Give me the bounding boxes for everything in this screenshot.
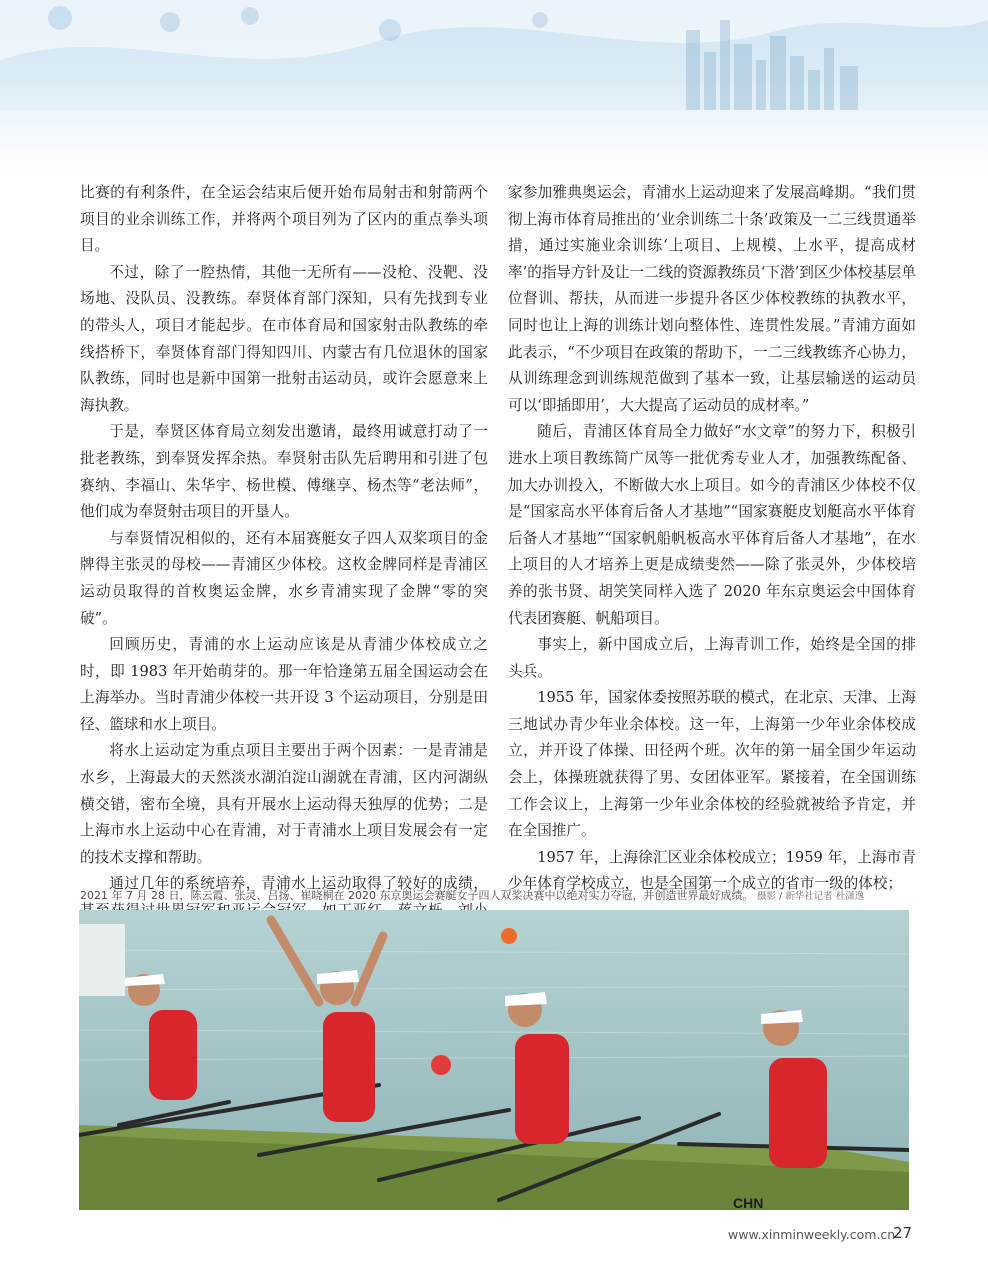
paragraph: 随后，青浦区体育局全力做好“水文章”的努力下，积极引进水上项目教练简广凤等一批优秀专业人才，加强教练配备、加大办训投入，不断做大水上项目。如今的青浦区少体校不仅是“国家高水平体育后备人才基地”“国家赛艇皮划艇高水平体育后备人才基地”“国家帆船帆板高水平体育后备人才基地”，在水上项目的人才培养上更是成绩斐然——除了张灵外，少体校培养的张书贤、胡笑笑同样入选了 2020 年东京奥运会中国体育代表团赛艇、帆船项目。 — [508, 423, 916, 627]
header-banner-art — [0, 0, 988, 180]
paragraph: 回顾历史，青浦的水上运动应该是从青浦少体校成立之时，即 1983 年开始萌芽的。那一年恰逢第五届全国运动会在上海举办。当时青浦少体校一共开设 3 个运动项目，分别是田径、篮球和水上项目。 — [80, 636, 488, 733]
paragraph: 1955 年，国家体委按照苏联的模式，在北京、天津、上海三地试办青少年业余体校。这一年，上海第一少年业余体校成立，并开设了体操、田径两个班。次年的第一届全国少年运动会上，体操班就获得了男、女团体亚军。紧接着，在全国训练工作会议上，上海第一少年业余体校的经验就被给予肯定，并在全国推广。 — [508, 689, 916, 840]
right-column — [508, 180, 916, 898]
paragraph: 与奉贤情况相似的，还有本届赛艇女子四人双桨项目的金牌得主张灵的母校——青浦区少体校。这枚金牌同样是青浦区运动员取得的首枚奥运金牌，水乡青浦实现了金牌“零的突破”。 — [80, 529, 488, 627]
photo-caption — [80, 887, 910, 903]
paragraph: 通过几年的系统培养，青浦水上运动取得了较好的成绩， — [109, 875, 488, 893]
caption-text: 2021 年 7 月 28 日，陈云霞、张灵、吕扬、崔晓桐在 2020 东京奥运会赛艇女子四人双桨决赛中以绝对实力夺冠，并创造世界最好成绩。 — [80, 889, 754, 902]
paragraph: 家参加雅典奥运会，青浦水上运动迎来了发展高峰期。“我们贯彻上海市体育局推出的‘业余训练二十条’政策及一二三线贯通举措，通过实施业余训练‘上项目、上规模、上水平，提高成材率’的指导方针及让一二线的资源教练员‘下潜’到区少体校基层单位督训、帮扶，从而进一步提升各区少体校教练的执教水平，同时也让上海的训练计划向整体性、连贯性发展。”青浦方面如此表示，“不少项目在政策的帮助下，一二三线教练齐心协力，从训练理念到训练规范做到了基本一致，让基层输送的运动员可以‘即插即用’，大大提高了运动员的成材率。” — [508, 184, 916, 414]
footer-url[interactable]: www.xinminweekly.com.cn — [728, 1227, 896, 1242]
buoy — [501, 928, 517, 944]
paragraph: 事实上，新中国成立后，上海青训工作，始终是全国的排头兵。 — [508, 636, 916, 680]
page-number: 27 — [893, 1224, 913, 1242]
dock — [79, 924, 125, 996]
boat-label: CHN — [733, 1195, 764, 1210]
paragraph: 比赛的有利条件，在全运会结束后便开始布局射击和射箭两个项目的业余训练工作，并将两个项目列为了区内的重点拳头项目。 — [80, 184, 488, 255]
header-banner — [0, 0, 988, 180]
paragraph: 将水上运动定为重点项目主要出于两个因素：一是青浦是水乡，上海最大的天然淡水湖泊淀山湖就在青浦，区内河湖纵横交错，密布全境，具有开展水上运动得天独厚的优势；二是上海市水上运动中心在青浦，对于青浦水上项目发展会有一定的技术支撑和帮助。 — [80, 742, 488, 866]
paragraph: 不过，除了一腔热情，其他一无所有——没枪、没靶、没场地、没队员、没教练。奉贤体育部门深知，只有先找到专业的带头人，项目才能起步。在市体育局和国家射击队教练的牵线搭桥下，奉贤体育部门得知四川、内蒙古有几位退休的国家队教练，同时也是新中国第一批射击运动员，或许会愿意来上海执教。 — [80, 263, 488, 414]
buoy — [431, 1055, 451, 1075]
rowing-photo-art — [79, 910, 909, 1210]
paragraph: 于是，奉贤区体育局立刻发出邀请，最终用诚意打动了一批老教练，到奉贤发挥余热。奉贤射击队先后聘用和引进了包赛纳、李福山、朱华宇、杨世模、傅继享、杨杰等“老法师”，他们成为奉贤射击项目的开垦人。 — [80, 423, 488, 521]
left-column — [80, 180, 488, 951]
photo-credit: 摄影 / 新华社记者 杜潇逸 — [756, 891, 865, 902]
paragraph: 1957 年，上海徐汇区业余体校成立；1959 年，上海市青少年体育学校成立，也是全国第一个成立的省市一级的体校； — [508, 848, 916, 893]
rowing-photo — [79, 910, 909, 1210]
